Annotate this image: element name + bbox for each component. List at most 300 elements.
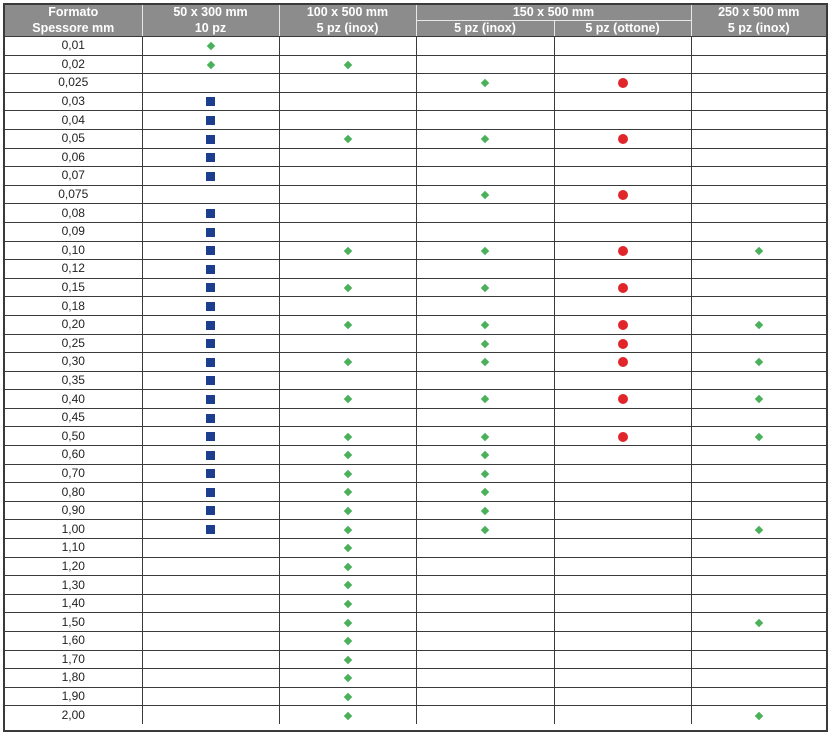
red-circle-icon xyxy=(618,339,628,349)
thickness-cell: 0,06 xyxy=(5,148,142,167)
availability-cell xyxy=(416,167,554,186)
green-diamond-icon xyxy=(343,618,351,626)
table-row xyxy=(5,576,826,595)
availability-cell xyxy=(279,408,416,427)
availability-cell xyxy=(142,464,279,483)
green-diamond-icon xyxy=(755,358,763,366)
blue-square-icon xyxy=(206,209,215,218)
table-row xyxy=(5,297,826,316)
blue-square-icon xyxy=(206,339,215,348)
availability-cell xyxy=(279,613,416,632)
availability-cell xyxy=(554,334,691,353)
header-sub-inox-250: 5 pz (inox) xyxy=(691,21,826,37)
availability-cell xyxy=(554,576,691,595)
availability-cell xyxy=(691,501,826,520)
availability-cell xyxy=(416,241,554,260)
availability-cell xyxy=(142,55,279,74)
blue-square-icon xyxy=(206,488,215,497)
availability-cell xyxy=(142,260,279,279)
table-row xyxy=(5,613,826,632)
green-diamond-icon xyxy=(343,563,351,571)
availability-cell xyxy=(416,37,554,56)
availability-cell xyxy=(554,260,691,279)
table-row xyxy=(5,92,826,111)
availability-cell xyxy=(279,167,416,186)
availability-cell xyxy=(691,222,826,241)
red-circle-icon xyxy=(618,357,628,367)
availability-cell xyxy=(554,185,691,204)
green-diamond-icon xyxy=(481,339,489,347)
green-diamond-icon xyxy=(343,544,351,552)
table-row xyxy=(5,315,826,334)
availability-cell xyxy=(142,427,279,446)
green-diamond-icon xyxy=(343,507,351,515)
availability-cell xyxy=(691,669,826,688)
green-diamond-icon xyxy=(481,525,489,533)
availability-cell xyxy=(279,55,416,74)
availability-cell xyxy=(554,650,691,669)
thickness-cell: 0,40 xyxy=(5,390,142,409)
red-circle-icon xyxy=(618,78,628,88)
table-header xyxy=(5,5,826,37)
availability-cell xyxy=(279,315,416,334)
blue-square-icon xyxy=(206,97,215,106)
thickness-cell: 1,00 xyxy=(5,520,142,539)
availability-cell xyxy=(691,557,826,576)
blue-square-icon xyxy=(206,321,215,330)
table-row xyxy=(5,148,826,167)
availability-cell xyxy=(691,520,826,539)
thickness-cell: 1,70 xyxy=(5,650,142,669)
availability-cell xyxy=(691,129,826,148)
availability-cell xyxy=(142,37,279,56)
availability-cell xyxy=(142,446,279,465)
header-row-spessore xyxy=(5,21,826,37)
table-row xyxy=(5,427,826,446)
thickness-cell: 0,35 xyxy=(5,371,142,390)
green-diamond-icon xyxy=(755,432,763,440)
availability-cell xyxy=(554,687,691,706)
table-row xyxy=(5,557,826,576)
thickness-cell: 0,09 xyxy=(5,222,142,241)
blue-square-icon xyxy=(206,302,215,311)
table-row xyxy=(5,464,826,483)
availability-cell xyxy=(416,520,554,539)
availability-cell xyxy=(142,501,279,520)
availability-cell xyxy=(691,427,826,446)
availability-cell xyxy=(279,632,416,651)
availability-cell xyxy=(416,687,554,706)
green-diamond-icon xyxy=(343,321,351,329)
thickness-cell: 2,00 xyxy=(5,706,142,724)
blue-square-icon xyxy=(206,451,215,460)
header-sub-inox-100: 5 pz (inox) xyxy=(279,21,416,37)
green-diamond-icon xyxy=(343,637,351,645)
availability-cell xyxy=(416,148,554,167)
availability-cell xyxy=(416,594,554,613)
table-body xyxy=(5,37,826,724)
availability-cell xyxy=(416,706,554,724)
blue-square-icon xyxy=(206,414,215,423)
availability-cell xyxy=(279,390,416,409)
availability-cell xyxy=(279,353,416,372)
table-row xyxy=(5,669,826,688)
availability-cell xyxy=(142,222,279,241)
green-diamond-icon xyxy=(755,618,763,626)
red-circle-icon xyxy=(618,320,628,330)
availability-cell xyxy=(279,297,416,316)
availability-cell xyxy=(416,632,554,651)
availability-cell xyxy=(279,278,416,297)
thickness-cell: 0,03 xyxy=(5,92,142,111)
availability-cell xyxy=(416,185,554,204)
availability-cell xyxy=(691,204,826,223)
availability-cell xyxy=(279,185,416,204)
availability-cell xyxy=(142,74,279,93)
availability-cell xyxy=(554,92,691,111)
availability-cell xyxy=(142,353,279,372)
blue-square-icon xyxy=(206,395,215,404)
availability-cell xyxy=(691,390,826,409)
availability-cell xyxy=(279,222,416,241)
thickness-cell: 1,40 xyxy=(5,594,142,613)
blue-square-icon xyxy=(206,506,215,515)
availability-cell xyxy=(554,408,691,427)
green-diamond-icon xyxy=(343,432,351,440)
red-circle-icon xyxy=(618,394,628,404)
availability-cell xyxy=(691,706,826,724)
availability-cell xyxy=(691,371,826,390)
availability-cell xyxy=(416,371,554,390)
green-diamond-icon xyxy=(481,488,489,496)
table-row xyxy=(5,650,826,669)
availability-cell xyxy=(279,111,416,130)
header-spessore: Spessore mm xyxy=(5,21,142,37)
availability-cell xyxy=(279,371,416,390)
availability-cell xyxy=(416,334,554,353)
availability-cell xyxy=(142,483,279,502)
thickness-cell: 0,60 xyxy=(5,446,142,465)
availability-cell xyxy=(279,446,416,465)
thickness-cell: 0,07 xyxy=(5,167,142,186)
availability-cell xyxy=(416,353,554,372)
availability-cell xyxy=(691,539,826,558)
blue-square-icon xyxy=(206,283,215,292)
availability-cell xyxy=(691,650,826,669)
availability-cell xyxy=(142,613,279,632)
availability-cell xyxy=(554,315,691,334)
availability-cell xyxy=(279,241,416,260)
thickness-cell: 0,50 xyxy=(5,427,142,446)
availability-cell xyxy=(279,687,416,706)
green-diamond-icon xyxy=(755,321,763,329)
availability-cell xyxy=(416,390,554,409)
availability-cell xyxy=(416,55,554,74)
availability-cell xyxy=(416,576,554,595)
availability-cell xyxy=(554,371,691,390)
table-row xyxy=(5,539,826,558)
table-row xyxy=(5,185,826,204)
availability-cell xyxy=(416,483,554,502)
table-row xyxy=(5,520,826,539)
availability-cell xyxy=(554,55,691,74)
availability-cell xyxy=(416,129,554,148)
thickness-cell: 0,075 xyxy=(5,185,142,204)
availability-cell xyxy=(416,501,554,520)
availability-cell xyxy=(142,241,279,260)
availability-cell xyxy=(691,315,826,334)
availability-cell xyxy=(554,129,691,148)
availability-cell xyxy=(279,539,416,558)
thickness-cell: 0,05 xyxy=(5,129,142,148)
thickness-cell: 0,70 xyxy=(5,464,142,483)
availability-cell xyxy=(142,408,279,427)
table-row xyxy=(5,390,826,409)
thickness-cell: 0,04 xyxy=(5,111,142,130)
availability-cell xyxy=(691,241,826,260)
availability-cell xyxy=(554,669,691,688)
availability-cell xyxy=(554,706,691,724)
availability-cell xyxy=(279,594,416,613)
blue-square-icon xyxy=(206,469,215,478)
table-row xyxy=(5,222,826,241)
thickness-cell: 0,15 xyxy=(5,278,142,297)
blue-square-icon xyxy=(206,153,215,162)
availability-cell xyxy=(691,687,826,706)
thickness-cell: 1,60 xyxy=(5,632,142,651)
green-diamond-icon xyxy=(343,246,351,254)
table-row xyxy=(5,446,826,465)
green-diamond-icon xyxy=(343,488,351,496)
green-diamond-icon xyxy=(481,395,489,403)
red-circle-icon xyxy=(618,283,628,293)
table-row xyxy=(5,241,826,260)
availability-cell xyxy=(554,632,691,651)
availability-cell xyxy=(416,204,554,223)
availability-cell xyxy=(554,613,691,632)
thickness-cell: 0,45 xyxy=(5,408,142,427)
availability-cell xyxy=(416,315,554,334)
header-format-250x500: 250 x 500 mm xyxy=(691,5,826,21)
availability-cell xyxy=(142,687,279,706)
availability-cell xyxy=(554,148,691,167)
availability-cell xyxy=(691,111,826,130)
green-diamond-icon xyxy=(481,470,489,478)
availability-cell xyxy=(691,464,826,483)
availability-cell xyxy=(279,483,416,502)
header-format-50x300: 50 x 300 mm xyxy=(142,5,279,21)
availability-cell xyxy=(279,650,416,669)
table-row xyxy=(5,111,826,130)
green-diamond-icon xyxy=(343,470,351,478)
availability-cell xyxy=(279,260,416,279)
thickness-cell: 0,20 xyxy=(5,315,142,334)
availability-cell xyxy=(554,111,691,130)
availability-cell xyxy=(142,706,279,724)
availability-cell xyxy=(416,427,554,446)
header-format-100x500: 100 x 500 mm xyxy=(279,5,416,21)
table-row xyxy=(5,632,826,651)
red-circle-icon xyxy=(618,134,628,144)
availability-cell xyxy=(416,446,554,465)
blue-square-icon xyxy=(206,135,215,144)
availability-cell xyxy=(691,260,826,279)
table-row xyxy=(5,334,826,353)
availability-cell xyxy=(691,92,826,111)
green-diamond-icon xyxy=(343,358,351,366)
availability-cell xyxy=(554,483,691,502)
availability-cell xyxy=(554,353,691,372)
availability-cell xyxy=(554,241,691,260)
blue-square-icon xyxy=(206,376,215,385)
green-diamond-icon xyxy=(343,711,351,719)
green-diamond-icon xyxy=(481,451,489,459)
thickness-cell: 0,10 xyxy=(5,241,142,260)
availability-cell xyxy=(554,278,691,297)
green-diamond-icon xyxy=(343,395,351,403)
table-row xyxy=(5,706,826,724)
green-diamond-icon xyxy=(481,79,489,87)
table-row xyxy=(5,687,826,706)
blue-square-icon xyxy=(206,172,215,181)
availability-cell xyxy=(554,37,691,56)
availability-cell xyxy=(691,37,826,56)
availability-cell xyxy=(416,464,554,483)
availability-cell xyxy=(691,55,826,74)
red-circle-icon xyxy=(618,246,628,256)
table-row xyxy=(5,371,826,390)
availability-cell xyxy=(554,539,691,558)
availability-cell xyxy=(142,557,279,576)
header-format-150x500: 150 x 500 mm xyxy=(416,5,691,21)
availability-cell xyxy=(416,613,554,632)
green-diamond-icon xyxy=(481,284,489,292)
thickness-cell: 0,02 xyxy=(5,55,142,74)
availability-cell xyxy=(142,315,279,334)
green-diamond-icon xyxy=(481,358,489,366)
availability-cell xyxy=(142,111,279,130)
table-row xyxy=(5,353,826,372)
thickness-cell: 0,01 xyxy=(5,37,142,56)
blue-square-icon xyxy=(206,432,215,441)
availability-cell xyxy=(554,204,691,223)
availability-cell xyxy=(554,520,691,539)
thickness-cell: 1,90 xyxy=(5,687,142,706)
availability-cell xyxy=(691,297,826,316)
availability-cell xyxy=(416,74,554,93)
availability-cell xyxy=(416,92,554,111)
availability-cell xyxy=(554,390,691,409)
availability-cell xyxy=(279,334,416,353)
availability-cell xyxy=(279,129,416,148)
table-row xyxy=(5,483,826,502)
availability-cell xyxy=(142,576,279,595)
availability-cell xyxy=(279,92,416,111)
availability-cell xyxy=(416,111,554,130)
availability-cell xyxy=(142,167,279,186)
table-row xyxy=(5,74,826,93)
table-row xyxy=(5,260,826,279)
green-diamond-icon xyxy=(481,432,489,440)
blue-square-icon xyxy=(206,246,215,255)
availability-cell xyxy=(554,427,691,446)
availability-cell xyxy=(142,278,279,297)
availability-cell xyxy=(279,148,416,167)
availability-cell xyxy=(416,297,554,316)
availability-cell xyxy=(142,390,279,409)
availability-cell xyxy=(691,446,826,465)
header-formato: Formato xyxy=(5,5,142,21)
green-diamond-icon xyxy=(343,451,351,459)
availability-cell xyxy=(416,539,554,558)
availability-cell xyxy=(279,204,416,223)
availability-cell xyxy=(554,297,691,316)
thickness-cell: 1,20 xyxy=(5,557,142,576)
thickness-cell: 0,025 xyxy=(5,74,142,93)
availability-cell xyxy=(691,576,826,595)
availability-cell xyxy=(279,37,416,56)
availability-cell xyxy=(691,185,826,204)
table-row xyxy=(5,278,826,297)
availability-cell xyxy=(554,501,691,520)
blue-square-icon xyxy=(206,525,215,534)
availability-cell xyxy=(554,222,691,241)
availability-cell xyxy=(142,371,279,390)
availability-cell xyxy=(142,204,279,223)
availability-cell xyxy=(691,278,826,297)
red-circle-icon xyxy=(618,432,628,442)
thickness-cell: 1,10 xyxy=(5,539,142,558)
availability-cell xyxy=(142,297,279,316)
table-row xyxy=(5,55,826,74)
availability-cell xyxy=(416,278,554,297)
green-diamond-icon xyxy=(343,693,351,701)
red-circle-icon xyxy=(618,190,628,200)
thickness-cell: 1,30 xyxy=(5,576,142,595)
availability-cell xyxy=(691,148,826,167)
blue-square-icon xyxy=(206,228,215,237)
availability-cell xyxy=(416,557,554,576)
availability-cell xyxy=(142,92,279,111)
table-row xyxy=(5,594,826,613)
availability-cell xyxy=(279,427,416,446)
table-row xyxy=(5,408,826,427)
availability-cell xyxy=(142,129,279,148)
availability-cell xyxy=(279,576,416,595)
green-diamond-icon xyxy=(343,60,351,68)
thickness-cell: 0,30 xyxy=(5,353,142,372)
availability-cell xyxy=(279,501,416,520)
table-row xyxy=(5,501,826,520)
availability-cell xyxy=(416,650,554,669)
header-row-formato xyxy=(5,5,826,21)
availability-cell xyxy=(691,483,826,502)
availability-cell xyxy=(279,669,416,688)
thickness-cell: 0,90 xyxy=(5,501,142,520)
availability-cell xyxy=(279,74,416,93)
availability-cell xyxy=(691,613,826,632)
availability-cell xyxy=(279,464,416,483)
availability-cell xyxy=(142,334,279,353)
green-diamond-icon xyxy=(481,321,489,329)
availability-cell xyxy=(142,669,279,688)
availability-cell xyxy=(142,148,279,167)
green-diamond-icon xyxy=(343,525,351,533)
availability-cell xyxy=(691,594,826,613)
table-row xyxy=(5,204,826,223)
availability-cell xyxy=(279,706,416,724)
availability-cell xyxy=(142,632,279,651)
